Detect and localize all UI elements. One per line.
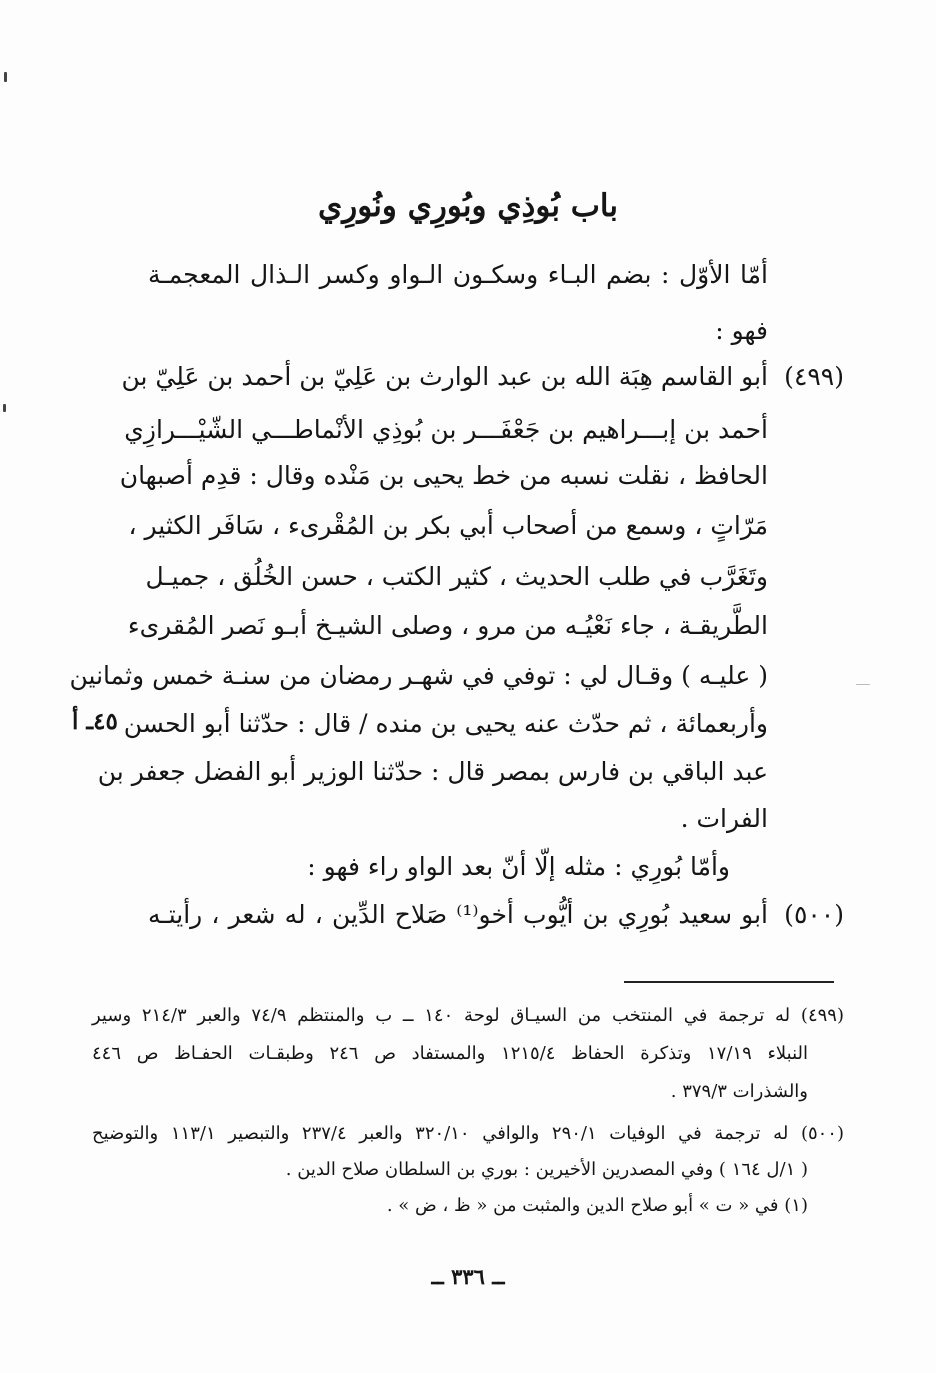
footnote-line: ( ١/ل ١٦٤ ) وفي المصدرين الأخيرين : بوري بن السلطان صلاح الدين . <box>285 1159 808 1180</box>
footnote-line: (١) في « ت » أبو صلاح الدين والمثبت من « ظ ، ض » . <box>386 1195 808 1216</box>
intro-line: فهو : <box>715 316 768 345</box>
manuscript-folio-note: ٤٥ـ أ <box>72 708 118 735</box>
scan-speck <box>3 404 6 412</box>
entry-line: الحافظ ، نقلت نسبه من خط يحيى بن مَنْده وقال : قدِم أصبهان <box>119 461 768 490</box>
entry-line: عبد الباقي بن فارس بمصر قال : حدّثنا الوزير أبو الفضل جعفر بن <box>97 757 768 786</box>
scan-speck <box>4 72 7 82</box>
section-intro: وأمّا بُورِي : مثله إلّا أنّ بعد الواو راء فهو : <box>307 852 730 881</box>
footnote-separator <box>624 981 834 983</box>
entry-line: مَرّاتٍ ، وسمع من أصحاب أبي بكر بن المُقْرىء ، سَافَر الكثير ، <box>128 511 768 540</box>
scan-speck <box>856 684 870 685</box>
entry-line: ( عليـه ) وقـال لي : توفي في شهـر رمضان من سنـة خمس وثمانين <box>69 661 768 690</box>
footnote-line: (٤٩٩) له ترجمة في المنتخب من السيـاق لوحة ١٤٠ ــ ب والمنتظم ٧٤/٩ والعبر ٢١٤/٣ وسير <box>92 1005 845 1026</box>
entry-line: الفرات . <box>680 804 768 833</box>
entry-line: وأربعمائة ، ثم حدّث عنه يحيى بن منده / قال : حدّثنا أبو الحسن <box>123 709 768 738</box>
intro-line: أمّا الأوّل : بضم البـاء وسكـون الـواو وكسر الـذال المعجمـة <box>148 260 768 289</box>
entry-line: أبو القاسم هِبَة الله بن عبد الوارث بن عَلِيّ بن أحمد بن عَلِيّ بن <box>121 362 768 391</box>
footnote-line: النبلاء ١٧/١٩ وتذكرة الحفاظ ١٢١٥/٤ والمستفاد ص ٢٤٦ وطبقـات الحفـاظ ص ٤٤٦ <box>92 1043 809 1064</box>
footnote-line: (٥٠٠) له ترجمة في الوفيات ٢٩٠/١ والوافي ٣٢٠/١٠ والعبر ٢٣٧/٤ والتبصير ١١٣/١ والتوضيح <box>92 1123 845 1144</box>
entry-line: أحمد بن إبـــراهيم بن جَعْفَـــر بن بُوذِي الأنْماطـــي الشّيْـــرازِي <box>124 415 768 444</box>
entry-number: (٥٠٠) <box>784 900 844 929</box>
page-number: ــ ٣٣٦ ــ <box>431 1264 505 1289</box>
footnote-line: والشذرات ٣٧٩/٣ . <box>670 1081 808 1102</box>
entry-number: (٤٩٩) <box>784 362 844 391</box>
entry-line: أبو سعيد بُورِي بن أيُّوب أخو⁽¹⁾ صَلاح الدِّين ، له شعر ، رأيتـه <box>148 900 768 929</box>
entry-line: الطَّريقـة ، جاء نَعْيُـه من مرو ، وصلى الشيـخ أبـو نَصر المُقرىء <box>127 611 768 640</box>
entry-line: وتَغَرَّب في طلب الحديث ، كثير الكتب ، حسن الخُلُق ، جميـل <box>145 562 768 591</box>
chapter-heading: باب بُوذِي وبُورِي ونُورِي <box>317 188 619 224</box>
